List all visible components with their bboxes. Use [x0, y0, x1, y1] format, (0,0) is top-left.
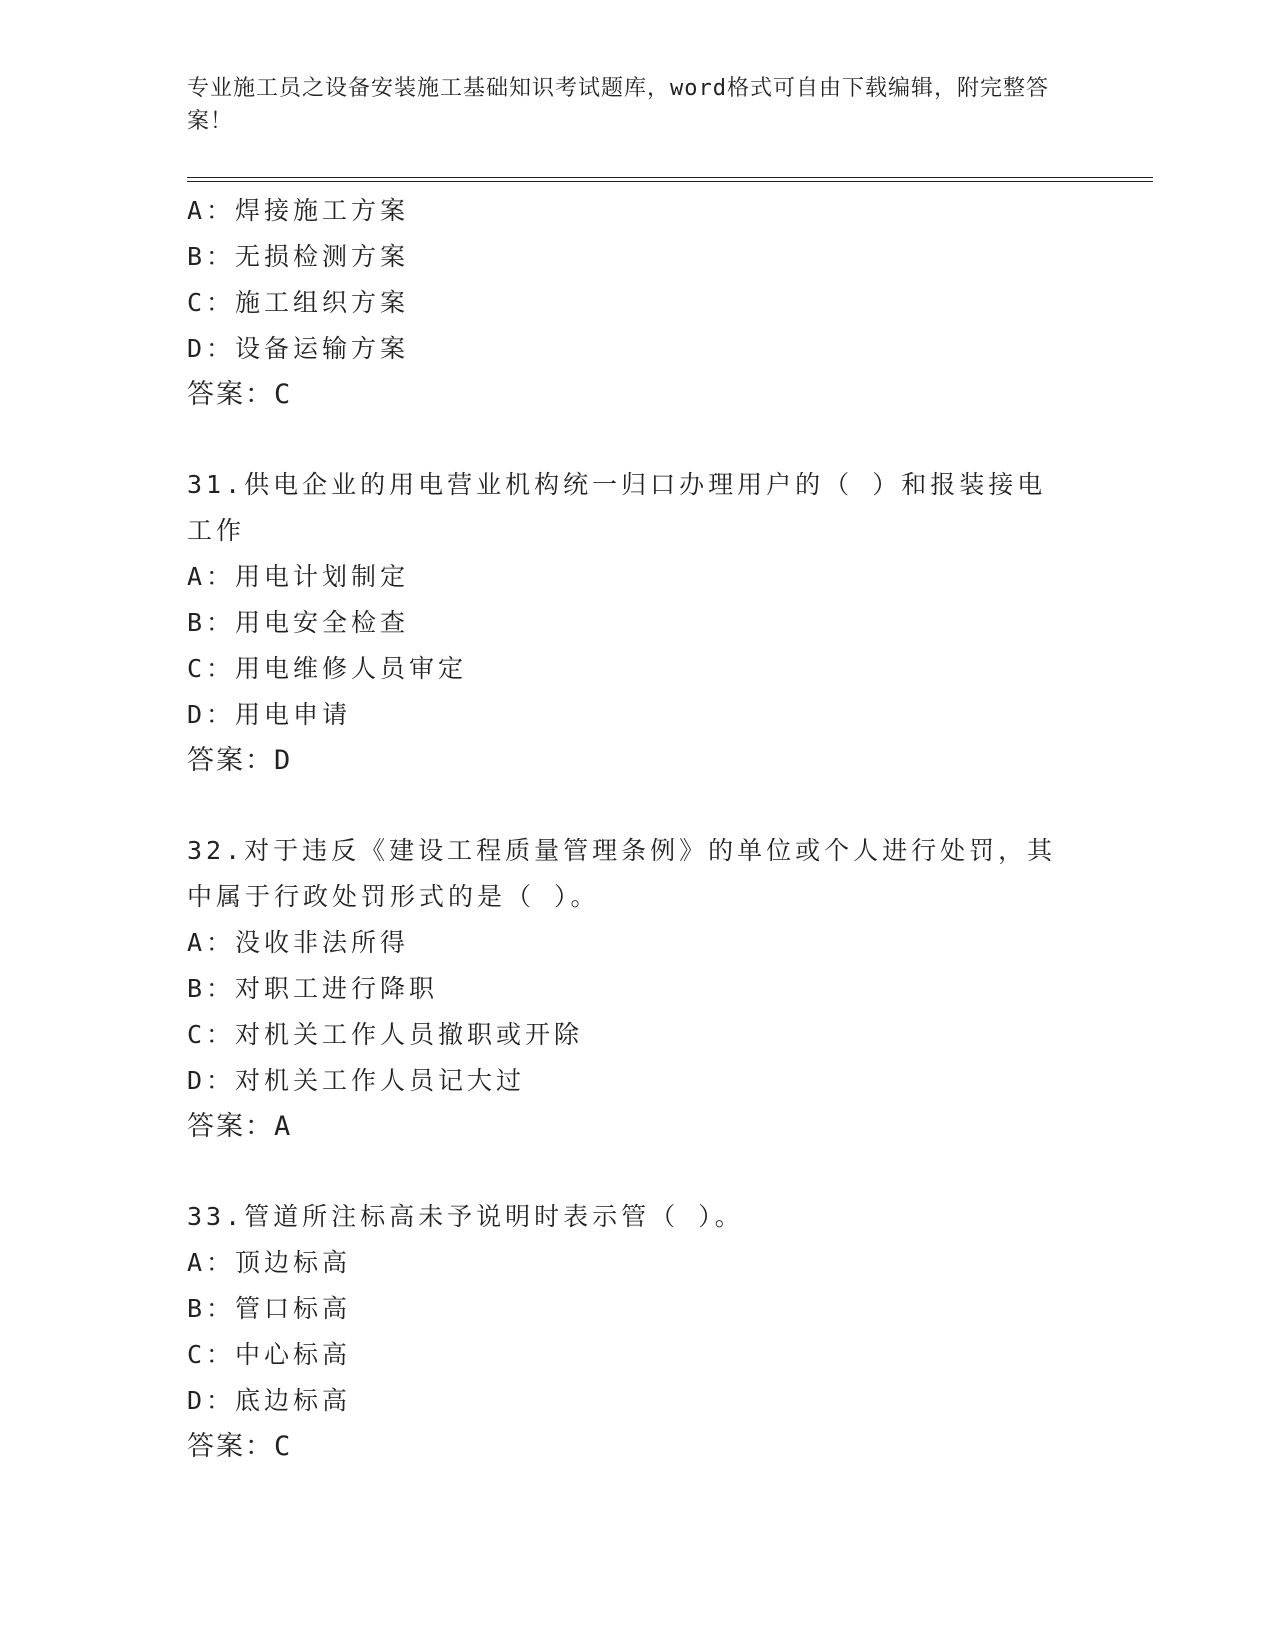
question-stem: 管道所注标高未予说明时表示管（ ）。 — [244, 1202, 744, 1231]
header-rule-top — [187, 177, 1153, 178]
question-block — [187, 1194, 1087, 1470]
question-number: 31. — [187, 470, 245, 499]
option-d: D：底边标高 — [187, 1386, 352, 1415]
block-spacer — [187, 418, 1087, 462]
option-d: D：对机关工作人员记大过 — [187, 1066, 526, 1095]
header-rule-bottom — [187, 181, 1153, 182]
block-spacer — [187, 1150, 1087, 1194]
option-b: B：管口标高 — [187, 1294, 352, 1323]
question-number: 32. — [187, 836, 245, 865]
option-b: B：无损检测方案 — [187, 242, 410, 271]
question-stem: 供电企业的用电营业机构统一归口办理用户的（ ）和报装接电工作 — [187, 470, 1047, 545]
option-c: C：施工组织方案 — [187, 288, 410, 317]
option-a: A：没收非法所得 — [187, 928, 410, 957]
option-a: A：顶边标高 — [187, 1248, 352, 1277]
option-c: C：用电维修人员审定 — [187, 654, 468, 683]
document-header: 专业施工员之设备安装施工基础知识考试题库，word格式可自由下载编辑，附完整答案！ — [187, 76, 1049, 134]
question-block — [187, 462, 1087, 784]
option-a: A：焊接施工方案 — [187, 196, 410, 225]
option-c: C：对机关工作人员撤职或开除 — [187, 1020, 584, 1049]
question-block — [187, 828, 1087, 1150]
option-b: B：用电安全检查 — [187, 608, 410, 637]
answer-line: 答案：C — [187, 1431, 293, 1462]
option-d: D：设备运输方案 — [187, 334, 410, 363]
question-block — [187, 188, 1087, 418]
option-b: B：对职工进行降职 — [187, 974, 439, 1003]
question-text — [187, 1194, 1067, 1240]
question-number: 33. — [187, 1202, 245, 1231]
question-text — [187, 462, 1067, 554]
answer-line: 答案：A — [187, 1111, 293, 1142]
block-spacer — [187, 784, 1087, 828]
answer-line: 答案：D — [187, 745, 293, 776]
question-text — [187, 828, 1067, 920]
question-stem: 对于违反《建设工程质量管理条例》的单位或个人进行处罚，其中属于行政处罚形式的是（ ）。 — [187, 836, 1057, 911]
option-d: D：用电申请 — [187, 700, 352, 729]
option-c: C：中心标高 — [187, 1340, 352, 1369]
answer-line: 答案：C — [187, 379, 293, 410]
option-a: A：用电计划制定 — [187, 562, 410, 591]
question-list — [187, 188, 1087, 1470]
